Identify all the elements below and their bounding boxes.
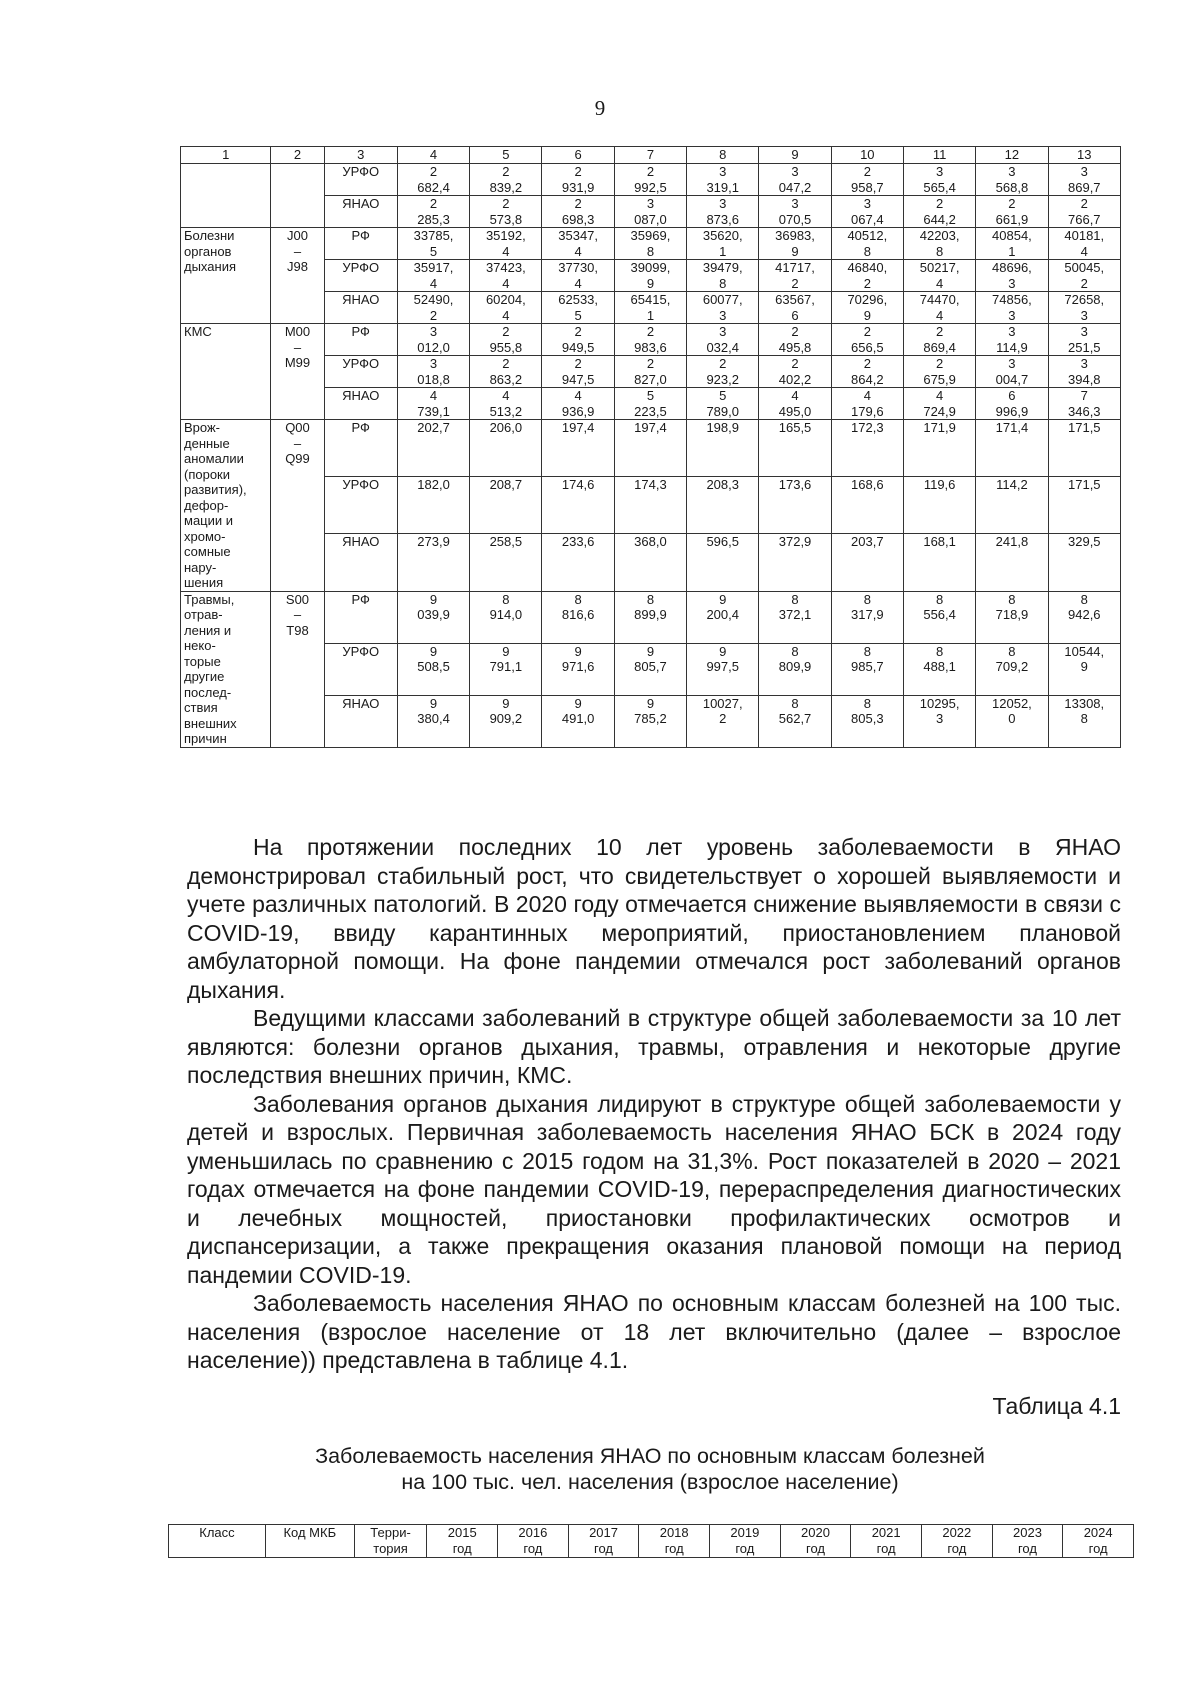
table-header-cell: 2018 год — [639, 1525, 710, 1558]
value-cell: 74856, 3 — [976, 292, 1048, 324]
value-cell: 63567, 6 — [759, 292, 831, 324]
value-cell: 37730, 4 — [542, 260, 614, 292]
value-cell: 202,7 — [397, 420, 469, 477]
value-cell: 39099, 9 — [614, 260, 686, 292]
value-cell: 62533, 5 — [542, 292, 614, 324]
value-cell: 9 380,4 — [397, 695, 469, 747]
value-cell: 3 087,0 — [614, 196, 686, 228]
value-cell: 3 012,0 — [397, 324, 469, 356]
value-cell: 2 869,4 — [903, 324, 975, 356]
value-cell: 8 556,4 — [903, 591, 975, 643]
value-cell: 35969, 8 — [614, 228, 686, 260]
value-cell: 2 402,2 — [759, 356, 831, 388]
value-cell: 3 251,5 — [1048, 324, 1120, 356]
value-cell: 13308, 8 — [1048, 695, 1120, 747]
value-cell: 258,5 — [470, 534, 542, 591]
column-number: 8 — [687, 147, 759, 164]
value-cell: 2 983,6 — [614, 324, 686, 356]
value-cell: 10544, 9 — [1048, 643, 1120, 695]
value-cell: 5 223,5 — [614, 388, 686, 420]
table-header-cell: 2020 год — [780, 1525, 851, 1558]
table-row — [181, 591, 1121, 643]
value-cell: 50045, 2 — [1048, 260, 1120, 292]
value-cell: 2 285,3 — [397, 196, 469, 228]
value-cell: 3 018,8 — [397, 356, 469, 388]
value-cell: 60204, 4 — [470, 292, 542, 324]
morbidity-table-continued — [180, 146, 1121, 748]
value-cell: 6 996,9 — [976, 388, 1048, 420]
value-cell: 3 047,2 — [759, 164, 831, 196]
table-title-line: Заболеваемость населения ЯНАО по основным классам болезней — [315, 1444, 985, 1468]
table-header-cell: 2024 год — [1063, 1525, 1134, 1558]
icd-code: Q00 – Q99 — [271, 420, 324, 592]
column-number: 2 — [271, 147, 324, 164]
value-cell: 35192, 4 — [470, 228, 542, 260]
value-cell: 3 319,1 — [687, 164, 759, 196]
value-cell: 65415, 1 — [614, 292, 686, 324]
value-cell: 9 909,2 — [470, 695, 542, 747]
icd-code: J00 – J98 — [271, 228, 324, 324]
disease-class: Болезни органов дыхания — [181, 228, 271, 324]
value-cell: 39479, 8 — [687, 260, 759, 292]
value-cell: 2 495,8 — [759, 324, 831, 356]
column-number: 5 — [470, 147, 542, 164]
value-cell: 119,6 — [903, 477, 975, 534]
value-cell: 8 809,9 — [759, 643, 831, 695]
disease-class: КМС — [181, 324, 271, 420]
territory: УРФО — [324, 643, 397, 695]
value-cell: 46840, 2 — [831, 260, 903, 292]
value-cell: 198,9 — [687, 420, 759, 477]
value-cell: 182,0 — [397, 477, 469, 534]
value-cell: 9 791,1 — [470, 643, 542, 695]
value-cell: 273,9 — [397, 534, 469, 591]
territory: ЯНАО — [324, 695, 397, 747]
value-cell: 2 675,9 — [903, 356, 975, 388]
table-4-1-header — [168, 1524, 1134, 1558]
value-cell: 50217, 4 — [903, 260, 975, 292]
column-number: 10 — [831, 147, 903, 164]
value-cell: 70296, 9 — [831, 292, 903, 324]
value-cell: 8 317,9 — [831, 591, 903, 643]
territory: УРФО — [324, 260, 397, 292]
value-cell: 203,7 — [831, 534, 903, 591]
body-text — [187, 833, 1121, 1375]
value-cell: 48696, 3 — [976, 260, 1048, 292]
value-cell: 72658, 3 — [1048, 292, 1120, 324]
value-cell: 8 372,1 — [759, 591, 831, 643]
value-cell: 7 346,3 — [1048, 388, 1120, 420]
value-cell: 40512, 8 — [831, 228, 903, 260]
value-cell: 2 827,0 — [614, 356, 686, 388]
table-header-cell: 2017 год — [568, 1525, 639, 1558]
column-number: 11 — [903, 147, 975, 164]
value-cell: 60077, 3 — [687, 292, 759, 324]
value-cell: 33785, 5 — [397, 228, 469, 260]
value-cell: 3 004,7 — [976, 356, 1048, 388]
value-cell: 8 899,9 — [614, 591, 686, 643]
value-cell: 372,9 — [759, 534, 831, 591]
table-header-cell: Класс — [169, 1525, 266, 1558]
column-number: 4 — [397, 147, 469, 164]
value-cell: 168,1 — [903, 534, 975, 591]
value-cell: 208,7 — [470, 477, 542, 534]
disease-class: Врож- денные аномалии (пороки развития), дефор- мации и хромо- сомные нару- шения — [181, 420, 271, 592]
table-row — [181, 324, 1121, 356]
value-cell: 36983, 9 — [759, 228, 831, 260]
value-cell: 35620, 1 — [687, 228, 759, 260]
value-cell: 206,0 — [470, 420, 542, 477]
value-cell: 165,5 — [759, 420, 831, 477]
value-cell: 3 070,5 — [759, 196, 831, 228]
disease-class: Травмы, отрав- ления и неко- торые другие послед- ствия внешних причин — [181, 591, 271, 747]
value-cell: 171,5 — [1048, 477, 1120, 534]
value-cell: 368,0 — [614, 534, 686, 591]
value-cell: 40181, 4 — [1048, 228, 1120, 260]
value-cell: 41717, 2 — [759, 260, 831, 292]
value-cell: 171,4 — [976, 420, 1048, 477]
value-cell: 197,4 — [542, 420, 614, 477]
value-cell: 2 923,2 — [687, 356, 759, 388]
value-cell: 2 573,8 — [470, 196, 542, 228]
value-cell: 12052, 0 — [976, 695, 1048, 747]
icd-code — [271, 164, 324, 228]
value-cell: 8 488,1 — [903, 643, 975, 695]
table-header-row — [169, 1525, 1134, 1558]
value-cell: 9 508,5 — [397, 643, 469, 695]
value-cell: 2 955,8 — [470, 324, 542, 356]
territory: РФ — [324, 420, 397, 477]
value-cell: 3 067,4 — [831, 196, 903, 228]
page-number: 9 — [594, 96, 606, 120]
territory: ЯНАО — [324, 196, 397, 228]
value-cell: 2 839,2 — [470, 164, 542, 196]
value-cell: 329,5 — [1048, 534, 1120, 591]
column-number: 13 — [1048, 147, 1120, 164]
territory: РФ — [324, 228, 397, 260]
table-row — [181, 228, 1121, 260]
column-number: 7 — [614, 147, 686, 164]
value-cell: 8 914,0 — [470, 591, 542, 643]
table-header-cell: 2021 год — [851, 1525, 922, 1558]
icd-code: M00 – M99 — [271, 324, 324, 420]
value-cell: 42203, 8 — [903, 228, 975, 260]
value-cell: 8 985,7 — [831, 643, 903, 695]
value-cell: 2 864,2 — [831, 356, 903, 388]
value-cell: 2 947,5 — [542, 356, 614, 388]
territory: УРФО — [324, 477, 397, 534]
value-cell: 9 805,7 — [614, 643, 686, 695]
column-number: 6 — [542, 147, 614, 164]
value-cell: 35347, 4 — [542, 228, 614, 260]
column-number: 12 — [976, 147, 1048, 164]
value-cell: 8 805,3 — [831, 695, 903, 747]
value-cell: 8 718,9 — [976, 591, 1048, 643]
table-header-cell: 2023 год — [992, 1525, 1063, 1558]
column-number: 1 — [181, 147, 271, 164]
value-cell: 2 656,5 — [831, 324, 903, 356]
table-row — [181, 420, 1121, 477]
value-cell: 2 698,3 — [542, 196, 614, 228]
value-cell: 8 942,6 — [1048, 591, 1120, 643]
value-cell: 3 565,4 — [903, 164, 975, 196]
value-cell: 171,9 — [903, 420, 975, 477]
table-header-cell: 2019 год — [710, 1525, 781, 1558]
table-header-cell: Код МКБ — [265, 1525, 354, 1558]
value-cell: 9 200,4 — [687, 591, 759, 643]
value-cell: 2 682,4 — [397, 164, 469, 196]
value-cell: 233,6 — [542, 534, 614, 591]
value-cell: 37423, 4 — [470, 260, 542, 292]
value-cell: 171,5 — [1048, 420, 1120, 477]
value-cell: 9 971,6 — [542, 643, 614, 695]
value-cell: 168,6 — [831, 477, 903, 534]
value-cell: 208,3 — [687, 477, 759, 534]
table-header-cell: Терри- тория — [354, 1525, 427, 1558]
value-cell: 9 997,5 — [687, 643, 759, 695]
value-cell: 2 766,7 — [1048, 196, 1120, 228]
value-cell: 10295, 3 — [903, 695, 975, 747]
value-cell: 3 568,8 — [976, 164, 1048, 196]
table-row — [181, 164, 1121, 196]
value-cell: 114,2 — [976, 477, 1048, 534]
value-cell: 2 661,9 — [976, 196, 1048, 228]
territory: ЯНАО — [324, 388, 397, 420]
territory: УРФО — [324, 356, 397, 388]
column-number: 3 — [324, 147, 397, 164]
value-cell: 4 724,9 — [903, 388, 975, 420]
value-cell: 9 039,9 — [397, 591, 469, 643]
value-cell: 3 394,8 — [1048, 356, 1120, 388]
table-title-line: на 100 тыс. чел. населения (взрослое население) — [401, 1470, 899, 1494]
territory: ЯНАО — [324, 292, 397, 324]
value-cell: 241,8 — [976, 534, 1048, 591]
value-cell: 172,3 — [831, 420, 903, 477]
table-header-cell: 2016 год — [498, 1525, 569, 1558]
value-cell: 596,5 — [687, 534, 759, 591]
value-cell: 3 873,6 — [687, 196, 759, 228]
value-cell: 173,6 — [759, 477, 831, 534]
value-cell: 2 863,2 — [470, 356, 542, 388]
icd-code: S00 – T98 — [271, 591, 324, 747]
table-header-cell: 2015 год — [427, 1525, 498, 1558]
value-cell: 9 785,2 — [614, 695, 686, 747]
paragraph: Заболеваемость населения ЯНАО по основным классам болезней на 100 тыс. населения (взрослое население от 18 лет включительно (далее – взрослое население)) представлена в таблице 4.1. — [187, 1290, 1121, 1373]
value-cell: 2 931,9 — [542, 164, 614, 196]
value-cell: 174,6 — [542, 477, 614, 534]
column-number: 9 — [759, 147, 831, 164]
territory: РФ — [324, 591, 397, 643]
value-cell: 4 495,0 — [759, 388, 831, 420]
value-cell: 2 992,5 — [614, 164, 686, 196]
value-cell: 35917, 4 — [397, 260, 469, 292]
territory: РФ — [324, 324, 397, 356]
value-cell: 8 816,6 — [542, 591, 614, 643]
paragraph: Заболевания органов дыхания лидируют в структуре общей заболеваемости у детей и взрослых. Первичная заболеваемость населения ЯНАО БСК в 2024 году уменьшилась по сравнению с 2015 годом на 31,3%. Рост показателей в 2020 – 2021 годах отмечается на фоне пандемии COVID-19, перераспределения диагностических и лечебных мощностей, приостановки профилактических осмотров и диспансеризации, а также прекращения оказания плановой помощи на период пандемии COVID-19. — [187, 1090, 1121, 1288]
value-cell: 2 949,5 — [542, 324, 614, 356]
paragraph: На протяжении последних 10 лет уровень заболеваемости в ЯНАО демонстрировал стабильный рост, что свидетельствует о хорошей выявляемости и учете различных патологий. В 2020 году отмечается снижение выявляемости в связи с COVID-19, ввиду карантинных мероприятий, приостановлением плановой амбулаторной помощи. На фоне пандемии отмечался рост заболеваний органов дыхания. — [187, 834, 1121, 1003]
table-title — [0, 1443, 1200, 1495]
value-cell: 3 869,7 — [1048, 164, 1120, 196]
value-cell: 52490, 2 — [397, 292, 469, 324]
value-cell: 197,4 — [614, 420, 686, 477]
disease-class — [181, 164, 271, 228]
table-header-row — [181, 147, 1121, 164]
value-cell: 2 644,2 — [903, 196, 975, 228]
value-cell: 3 032,4 — [687, 324, 759, 356]
value-cell: 4 513,2 — [470, 388, 542, 420]
value-cell: 10027, 2 — [687, 695, 759, 747]
paragraph: Ведущими классами заболеваний в структуре общей заболеваемости за 10 лет являются: болезни органов дыхания, травмы, отравления и некоторые другие последствия внешних причин, КМС. — [187, 1005, 1121, 1088]
value-cell: 3 114,9 — [976, 324, 1048, 356]
territory: ЯНАО — [324, 534, 397, 591]
value-cell: 4 179,6 — [831, 388, 903, 420]
value-cell: 174,3 — [614, 477, 686, 534]
value-cell: 4 936,9 — [542, 388, 614, 420]
value-cell: 74470, 4 — [903, 292, 975, 324]
value-cell: 40854, 1 — [976, 228, 1048, 260]
table-caption: Таблица 4.1 — [992, 1393, 1121, 1419]
value-cell: 8 709,2 — [976, 643, 1048, 695]
value-cell: 5 789,0 — [687, 388, 759, 420]
territory: УРФО — [324, 164, 397, 196]
value-cell: 4 739,1 — [397, 388, 469, 420]
value-cell: 2 958,7 — [831, 164, 903, 196]
table-header-cell: 2022 год — [921, 1525, 992, 1558]
value-cell: 9 491,0 — [542, 695, 614, 747]
value-cell: 8 562,7 — [759, 695, 831, 747]
